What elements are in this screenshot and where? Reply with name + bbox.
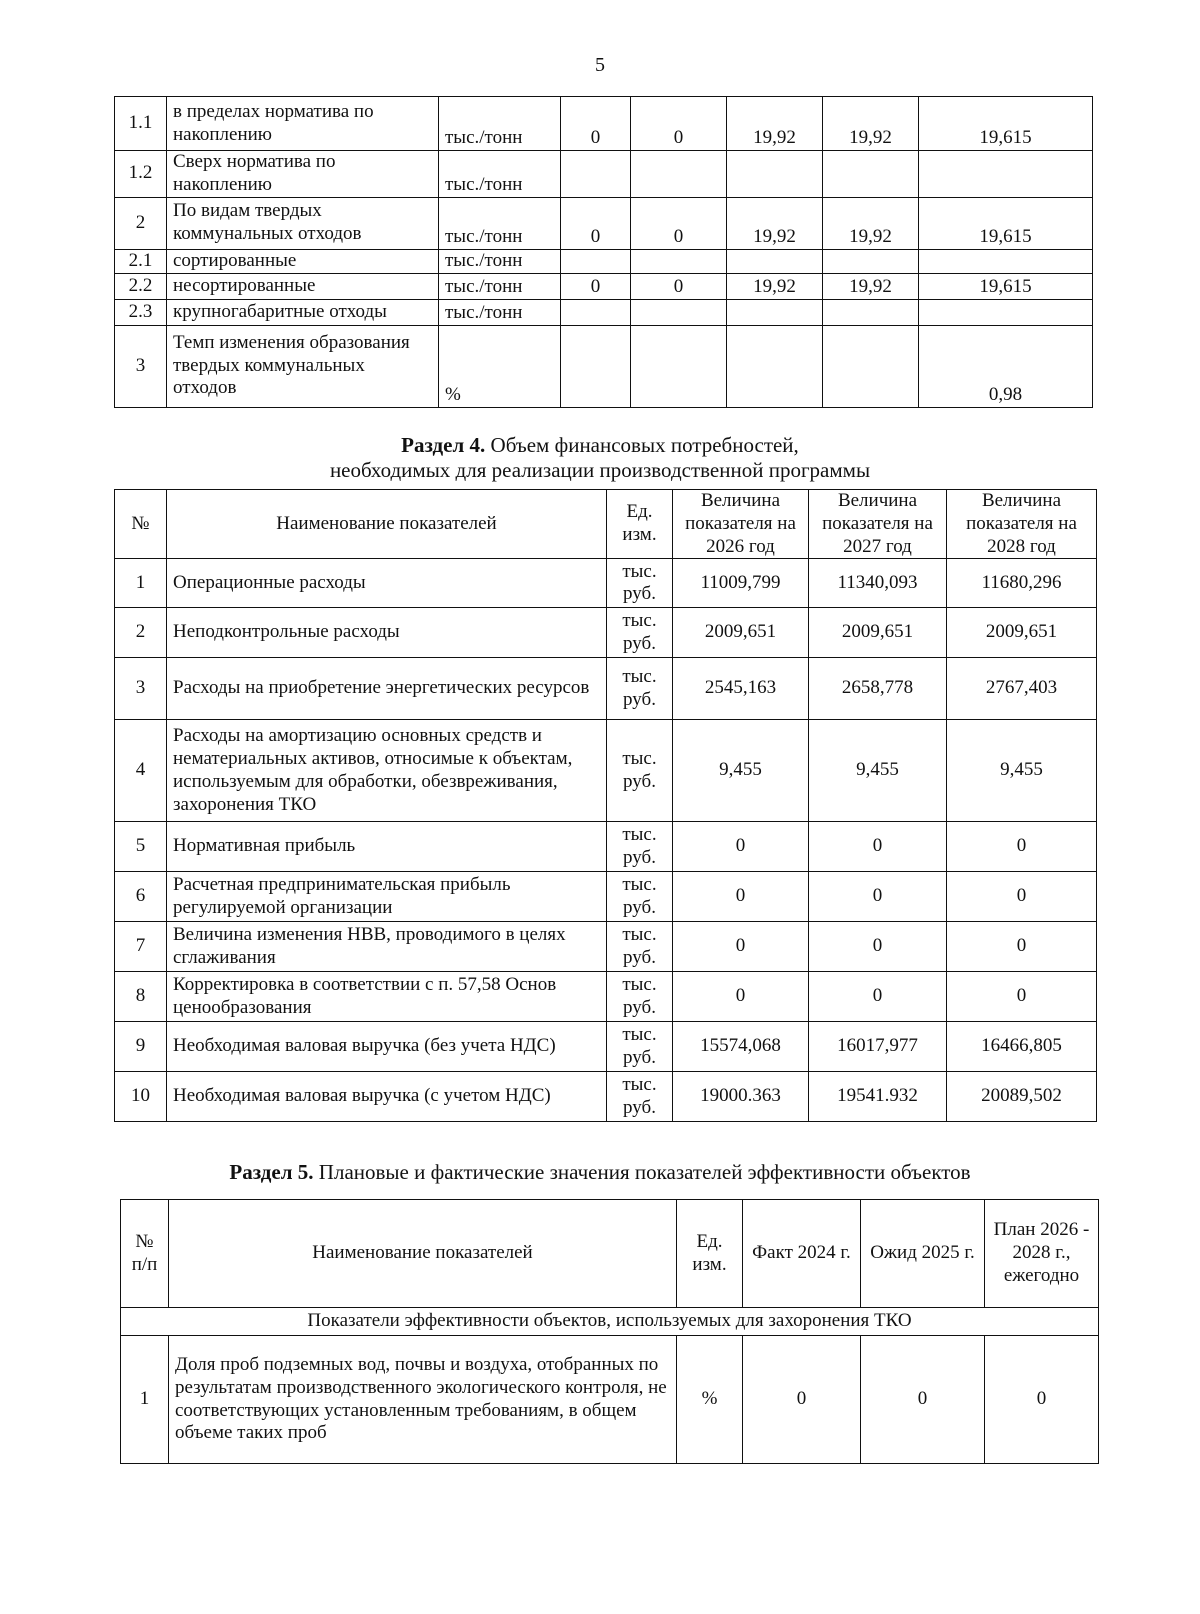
row-value-y2028: 16466,805 — [947, 1022, 1097, 1072]
row-value-y2028: 0 — [947, 872, 1097, 922]
row-value-y2026: 9,455 — [673, 720, 809, 822]
row-num: 1 — [121, 1336, 169, 1464]
header-num: № — [115, 490, 167, 559]
row-name: в пределах норматива по накоплению — [167, 97, 439, 151]
row-value-v4: 19,92 — [823, 273, 919, 299]
row-unit: тыс. руб. — [607, 559, 673, 608]
row-value-y2026: 0 — [673, 872, 809, 922]
row-value-y2026: 0 — [673, 822, 809, 872]
table-row — [115, 608, 1097, 658]
row-name: Неподконтрольные расходы — [167, 608, 607, 658]
row-value-v5: 19,615 — [919, 273, 1093, 299]
section4-title-line2: необходимых для реализации производственной программы — [329, 458, 871, 483]
row-value-y2026: 0 — [673, 922, 809, 972]
row-num: 8 — [115, 972, 167, 1022]
row-value-y2027: 11340,093 — [809, 559, 947, 608]
row-value-v5: 19,615 — [919, 97, 1093, 151]
row-value-v3 — [727, 299, 823, 325]
row-name: Необходимая валовая выручка (с учетом НДС) — [167, 1072, 607, 1122]
table-row — [115, 249, 1093, 273]
row-name: Расчетная предпринимательская прибыль регулируемой организации — [167, 872, 607, 922]
s5-header-fact: Факт 2024 г. — [743, 1200, 861, 1308]
row-value-v4 — [823, 151, 919, 198]
section4-title — [0, 433, 1200, 483]
row-value-v2 — [631, 249, 727, 273]
row-value-y2028: 9,455 — [947, 720, 1097, 822]
row-value-v1 — [561, 249, 631, 273]
row-value-v5 — [919, 249, 1093, 273]
row-value-y2028: 2009,651 — [947, 608, 1097, 658]
s5-header-unit: Ед. изм. — [677, 1200, 743, 1308]
row-num: 3 — [115, 325, 167, 407]
table-row — [115, 720, 1097, 822]
row-value-y2026: 15574,068 — [673, 1022, 809, 1072]
row-name: По видам твердых коммунальных отходов — [167, 197, 439, 249]
row-unit: тыс. руб. — [607, 972, 673, 1022]
table-row — [115, 197, 1093, 249]
row-unit: тыс./тонн — [439, 273, 561, 299]
section5-title — [0, 1160, 1200, 1185]
page-number: 5 — [595, 54, 605, 76]
row-value-v5: 19,615 — [919, 197, 1093, 249]
row-num: 2 — [115, 608, 167, 658]
row-value-v3: 19,92 — [727, 97, 823, 151]
row-name: Расходы на приобретение энергетических ресурсов — [167, 658, 607, 720]
row-num: 2.3 — [115, 299, 167, 325]
row-value-v2 — [631, 325, 727, 407]
table-row — [121, 1336, 1099, 1464]
row-unit: тыс. руб. — [607, 1022, 673, 1072]
row-unit: % — [677, 1336, 743, 1464]
row-value-y2027: 0 — [809, 872, 947, 922]
row-value-y2027: 0 — [809, 822, 947, 872]
table-row — [115, 822, 1097, 872]
row-value-v2 — [631, 151, 727, 198]
row-value-v3 — [727, 325, 823, 407]
row-num: 1.1 — [115, 97, 167, 151]
row-value-v1 — [561, 151, 631, 198]
row-name: Расходы на амортизацию основных средств и нематериальных активов, относимые к объектам, используемым для обработки, обезвреживания, захоронения ТКО — [167, 720, 607, 822]
row-unit: тыс./тонн — [439, 151, 561, 198]
row-unit: % — [439, 325, 561, 407]
s5-header-expected: Ожид 2025 г. — [861, 1200, 985, 1308]
row-value-y2027: 16017,977 — [809, 1022, 947, 1072]
row-num: 5 — [115, 822, 167, 872]
row-value-v2 — [631, 299, 727, 325]
section4-title-bold: Раздел 4. — [401, 433, 486, 457]
row-value-v5 — [919, 299, 1093, 325]
row-value-y2026: 0 — [673, 972, 809, 1022]
section4-title-line1: Объем финансовых потребностей, — [490, 433, 799, 457]
section5-title-rest: Плановые и фактические значения показателей эффективности объектов — [318, 1160, 971, 1184]
header-unit: Ед. изм. — [607, 490, 673, 559]
row-value-y2026: 19000.363 — [673, 1072, 809, 1122]
row-value-y2027: 0 — [809, 972, 947, 1022]
header-2027: Величина показателя на 2027 год — [809, 490, 947, 559]
s5-header-plan: План 2026 - 2028 г., ежегодно — [985, 1200, 1099, 1308]
row-value-v3 — [727, 151, 823, 198]
row-value-v1: 0 — [561, 97, 631, 151]
row-value-v4 — [823, 325, 919, 407]
row-value-v4: 19,92 — [823, 97, 919, 151]
row-value-fact: 0 — [743, 1336, 861, 1464]
row-name: Необходимая валовая выручка (без учета НДС) — [167, 1022, 607, 1072]
row-unit: тыс. руб. — [607, 872, 673, 922]
row-num: 1 — [115, 559, 167, 608]
row-value-v1: 0 — [561, 273, 631, 299]
row-value-y2028: 0 — [947, 972, 1097, 1022]
row-unit: тыс./тонн — [439, 249, 561, 273]
row-name: Корректировка в соответствии с п. 57,58 Основ ценообразования — [167, 972, 607, 1022]
row-unit: тыс./тонн — [439, 299, 561, 325]
row-name: Сверх норматива по накоплению — [167, 151, 439, 198]
row-value-v2: 0 — [631, 273, 727, 299]
row-value-v1 — [561, 325, 631, 407]
header-2028: Величина показателя на 2028 год — [947, 490, 1097, 559]
row-name: Величина изменения НВВ, проводимого в целях сглаживания — [167, 922, 607, 972]
row-value-expected: 0 — [861, 1336, 985, 1464]
row-unit: тыс. руб. — [607, 658, 673, 720]
row-unit: тыс./тонн — [439, 197, 561, 249]
row-value-v5: 0,98 — [919, 325, 1093, 407]
row-unit: тыс. руб. — [607, 822, 673, 872]
table-row — [115, 97, 1093, 151]
row-value-y2026: 2009,651 — [673, 608, 809, 658]
row-num: 9 — [115, 1022, 167, 1072]
row-value-v4: 19,92 — [823, 197, 919, 249]
waste-volume-table — [114, 96, 1093, 408]
row-num: 1.2 — [115, 151, 167, 198]
row-unit: тыс. руб. — [607, 720, 673, 822]
table-row — [115, 972, 1097, 1022]
row-value-y2026: 2545,163 — [673, 658, 809, 720]
row-name: сортированные — [167, 249, 439, 273]
row-value-v4 — [823, 299, 919, 325]
row-value-v5 — [919, 151, 1093, 198]
row-num: 2.1 — [115, 249, 167, 273]
table-row — [115, 658, 1097, 720]
row-value-y2027: 19541.932 — [809, 1072, 947, 1122]
row-value-y2027: 2658,778 — [809, 658, 947, 720]
row-name: несортированные — [167, 273, 439, 299]
row-value-y2028: 0 — [947, 922, 1097, 972]
table-row — [115, 273, 1093, 299]
table-row — [115, 559, 1097, 608]
row-name: Доля проб подземных вод, почвы и воздуха, отобранных по результатам производственного экологического контроля, не соответствующих установленным требованиям, в общем объеме таких проб — [169, 1336, 677, 1464]
table-row — [115, 1072, 1097, 1122]
row-value-v3: 19,92 — [727, 273, 823, 299]
row-value-v3 — [727, 249, 823, 273]
row-unit: тыс. руб. — [607, 608, 673, 658]
row-value-y2028: 2767,403 — [947, 658, 1097, 720]
row-value-y2027: 2009,651 — [809, 608, 947, 658]
table-row — [115, 1022, 1097, 1072]
row-value-plan: 0 — [985, 1336, 1099, 1464]
row-value-v4 — [823, 249, 919, 273]
row-num: 4 — [115, 720, 167, 822]
row-name: Темп изменения образования твердых коммунальных отходов — [167, 325, 439, 407]
header-name: Наименование показателей — [167, 490, 607, 559]
row-name: Нормативная прибыль — [167, 822, 607, 872]
row-name: крупногабаритные отходы — [167, 299, 439, 325]
row-num: 3 — [115, 658, 167, 720]
header-2026: Величина показателя на 2026 год — [673, 490, 809, 559]
row-value-v1: 0 — [561, 197, 631, 249]
s5-header-num: № п/п — [121, 1200, 169, 1308]
table-row — [115, 922, 1097, 972]
row-value-y2027: 0 — [809, 922, 947, 972]
financial-needs-table — [114, 489, 1097, 1122]
row-value-v3: 19,92 — [727, 197, 823, 249]
row-value-v2: 0 — [631, 197, 727, 249]
row-name: Операционные расходы — [167, 559, 607, 608]
s5-header-name: Наименование показателей — [169, 1200, 677, 1308]
row-value-y2028: 0 — [947, 822, 1097, 872]
row-value-v2: 0 — [631, 97, 727, 151]
row-num: 2 — [115, 197, 167, 249]
table-row — [115, 872, 1097, 922]
row-num: 10 — [115, 1072, 167, 1122]
row-value-v1 — [561, 299, 631, 325]
efficiency-table — [120, 1199, 1099, 1464]
table-row — [115, 151, 1093, 198]
row-value-y2027: 9,455 — [809, 720, 947, 822]
row-unit: тыс. руб. — [607, 922, 673, 972]
row-value-y2026: 11009,799 — [673, 559, 809, 608]
row-value-y2028: 20089,502 — [947, 1072, 1097, 1122]
row-unit: тыс./тонн — [439, 97, 561, 151]
row-num: 7 — [115, 922, 167, 972]
row-num: 2.2 — [115, 273, 167, 299]
s5-subheader: Показатели эффективности объектов, используемых для захоронения ТКО — [121, 1308, 1099, 1336]
row-num: 6 — [115, 872, 167, 922]
row-unit: тыс. руб. — [607, 1072, 673, 1122]
table-row — [115, 299, 1093, 325]
section5-title-bold: Раздел 5. — [229, 1160, 314, 1184]
table-row — [115, 325, 1093, 407]
row-value-y2028: 11680,296 — [947, 559, 1097, 608]
